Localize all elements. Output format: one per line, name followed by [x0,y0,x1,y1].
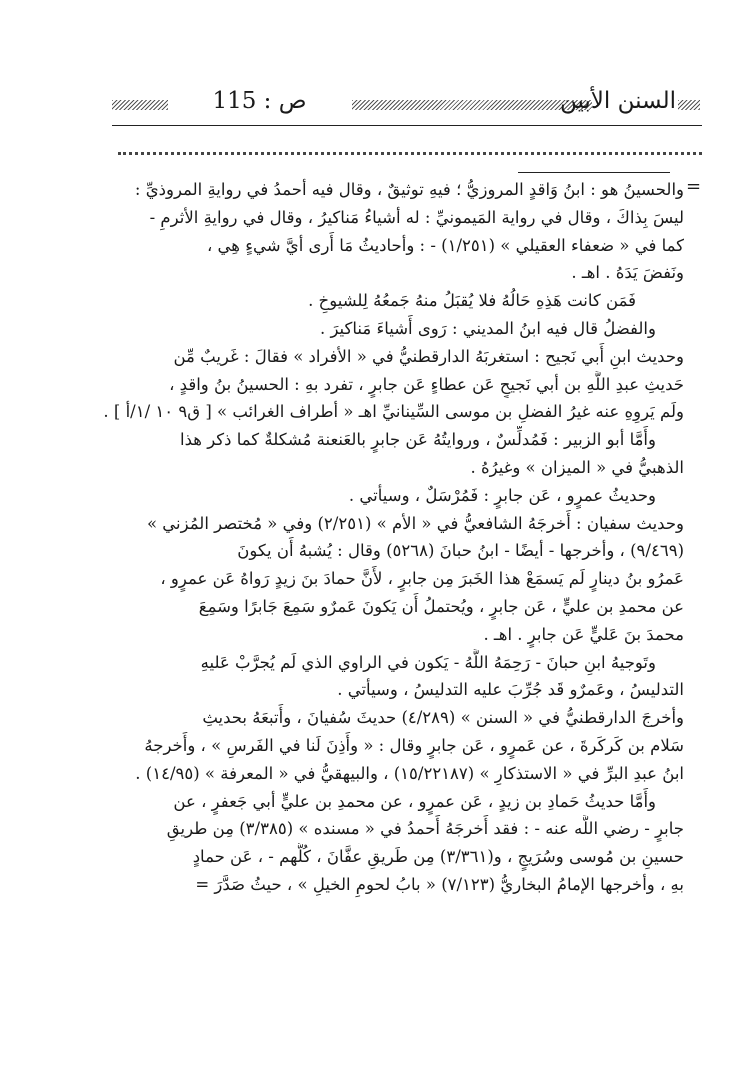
continuation-marker: = [686,176,702,197]
text-line: كما في « ضعفاء العقيلي » (١/٢٥١) - : وأحاديثُ مَا أَرى أيَّ شيءٍ هِي ، [206,235,684,255]
text-line: حسينِ بن مُوسى وسُرَيجٍ ، و(٣/٣٦١) مِن طَريقِ عفَّانَ ، كُلُّهم - ، عَن حمادٍ [192,847,684,867]
text-line: سَلام بن كَركَرةَ ، عن عَمرٍو ، عَن جابرٍ وقال : « وأَذِنَ لَنا في الفَرسِ » ، وأَخرجهُ [144,735,684,755]
text-line: وحديثُ عمرٍو ، عَن جابرٍ : فَمُرْسَلٌ ، وسيأتي . [348,485,656,505]
text-line: فَمَن كانت هَذِهِ حَالُهُ فلا يُقبَلُ منهُ جَمعُهُ لِلشيوخِ . [308,291,636,311]
text-line: حَديثِ عبدِ اللَّهِ بن أبي نَجيحٍ عَن عطاءٍ عَن جابرٍ ، تفرد بهِ : الحسينُ بنُ واقدٍ ، [169,374,684,394]
text-line: التدليسُ ، وعَمرٌو قَد جُرِّبَ عليه التدليسُ ، وسيأتي . [337,680,684,700]
header-rule [112,125,702,126]
text-line: عَمرُو بنُ دينارٍ لَم يَسمَعْ هذا الخَبرَ مِن جابرٍ ، لأَنَّ حمادَ بنَ زيدٍ رَواهُ عَن عمرٍو ، [160,569,684,589]
text-line: الذهبيُّ في « الميزان » وغيرُهُ . [470,457,684,477]
text-line: جابرٍ - رضي اللَّه عنه - : فقد أَخرجَهُ أَحمدُ في « مسنده » (٣/٣٨٥) مِن طريقِ [166,819,684,839]
text-line: بهِ ، وأخرجها الإمامُ البخاريُّ (٧/١٢٣) « بابُ لحومِ الخيلِ » ، حيثُ صَدَّرَ = [195,874,684,894]
text-line: محمدَ بنَ عَليٍّ عَن جابرٍ . اهـ . [483,624,684,644]
text-line: وحديث سفيان : أَخرجَهُ الشافعيُّ في « الأم » (٢/٢٥١) وفي « مُختصر المُزني » [146,513,684,533]
text-line: ليسَ بِذاكَ ، وقال في رواية المَيمونيِّ : له أشياءُ مَناكيرُ ، وقال في روايةِ الأثرمِ - [149,207,684,227]
dotted-separator [118,152,702,155]
text-line: والفضلُ قال فيه ابنُ المديني : رَوى أَشياءَ مَناكيرَ . [319,318,656,338]
text-line: ابنُ عبدِ البرِّ في « الاستذكارِ » (١٥/٢٢١٨٧) ، والبيهقيُّ في « المعرفة » (١٤/٩٥) . [135,763,684,783]
text-line: والحسينُ هو : ابنُ وَاقدٍ المروزيُّ ؛ فيهِ توثيقٌ ، وقال فيه أحمدُ في روايةِ المروذيِّ : [134,180,684,199]
text-line: عن محمدِ بن عليٍّ ، عَن جابرٍ ، ويُحتملُ أَن يَكونَ عَمرٌو سَمِعَ جَابرًا وسَمِعَ [198,596,684,616]
text-line: ولَم يَروِهِ عنه غيرُ الفضلِ بن موسى السِّينانيِّ اهـ « أطراف الغرائب » [ ق٩ ١٠ /١/أ ] . [103,402,684,422]
text-line: وتَوجيهُ ابنِ حبانَ - رَحِمَهُ اللَّهُ - يَكون في الراوي الذي لَم يُجرَّبْ عَليهِ [200,652,656,672]
text-line: وأَمَّا حديثُ حَمادِ بن زيدٍ ، عَن عمرٍو ، عن محمدِ بن عليٍّ أبي جَعفرٍ ، عن [173,791,656,811]
running-header [112,88,702,122]
footnote-rule [518,172,670,173]
header-ornament-middle [352,100,592,110]
text-line: وحديث ابنِ أَبي نَجيح : استغربَهُ الدارقطنيُّ في « الأفراد » فقالَ : غَريبٌ مِّن [173,346,684,366]
header-ornament-right [678,100,700,110]
footnote-body [96,176,684,1056]
text-line: وأَمَّا أبو الزبير : فَمُدلِّسٌ ، وروايتُهُ عَن جابرٍ بالعَنعنة مُشكلةٌ كما ذكر هذا [180,430,656,450]
book-title: السنن الأبين [559,88,676,114]
text-line: (٩/٤٦٩) ، وأخرجها - أيضًا - ابنُ حبانَ (٥٢٦٨) وقال : يُشبهُ أَن يكونَ [237,541,684,561]
header-ornament-left [112,100,168,110]
text-line: ونَفضَ يَدَهُ . اهـ . [571,263,684,283]
page-number: ص : 115 [212,88,307,114]
text-line: وأخرجَ الدارقطنيُّ في « السنن » (٤/٢٨٩) حديثَ سُفيانَ ، وأَتبعَهُ بحديثِ [202,708,684,728]
